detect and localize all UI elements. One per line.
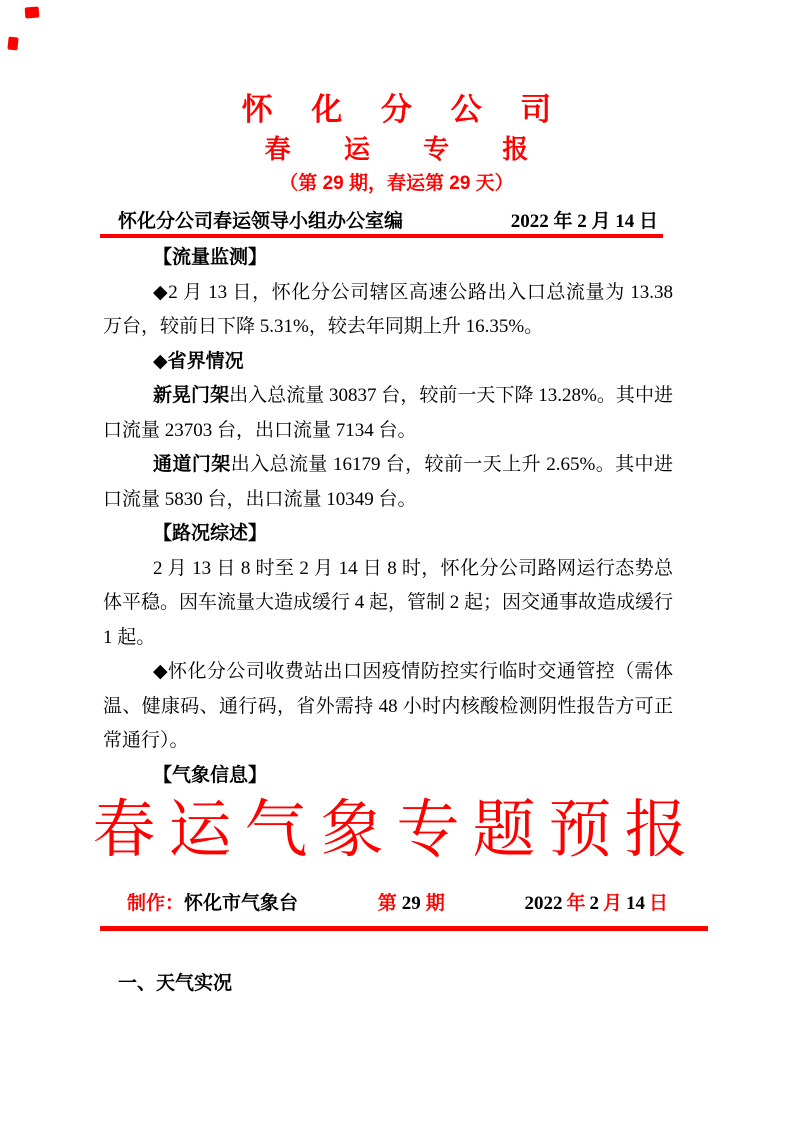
red-artifact-mark (25, 7, 40, 19)
date-month: 2 (589, 893, 599, 914)
weather-section-heading: 【气象信息】 (153, 764, 268, 786)
issue-suffix: 期 (425, 893, 445, 914)
header-date: 2022 年 2 月 14 日 (510, 211, 658, 232)
date-year-unit: 年 (566, 893, 586, 914)
issue-number (378, 892, 445, 916)
editor-row (100, 211, 672, 233)
issue-prefix: 第 (377, 893, 397, 914)
date-day-unit: 日 (648, 893, 668, 914)
header-divider-line (100, 234, 663, 238)
weather-banner-title: 春运气象专题预报 (92, 795, 701, 865)
tongdao-gantry-text: 出入总流量 16179 台，较前一天上升 2.65%。其中进口流量 5830 台，出口流量 10349 台。 (103, 454, 673, 510)
producer-name: 怀化市气象台 (184, 893, 299, 914)
weather-actual-heading: 一、天气实况 (118, 973, 233, 994)
producer-row (100, 892, 672, 916)
traffic-section-heading: 【流量监测】 (153, 247, 268, 268)
tongdao-gantry-label: 通道门架 (153, 454, 231, 475)
red-artifact-mark (7, 37, 18, 51)
province-border-subheading: ◆省界情况 (153, 350, 244, 372)
road-section-heading: 【路况综述】 (153, 523, 268, 544)
report-title: 春 运 专 报 (264, 134, 552, 164)
date-year: 2022 (524, 893, 563, 914)
epidemic-control-paragraph: ◆怀化分公司收费站出口因疫情防控实行临时交通管控（需体温、健康码、通行码，省外需持 48 小时内核酸检测阴性报告方可正常通行）。 (103, 661, 673, 751)
traffic-summary-paragraph: ◆2 月 13 日，怀化分公司辖区高速公路出入口总流量为 13.38 万台，较前日下降 5.31%，较去年同期上升 16.35%。 (103, 281, 673, 337)
date-day: 14 (625, 893, 645, 914)
xinhuang-gantry-paragraph (103, 379, 673, 448)
xinhuang-gantry-label: 新晃门架 (153, 385, 230, 406)
company-title: 怀 化 分 公 司 (241, 92, 567, 127)
producer-divider-line (100, 926, 708, 931)
producer-label: 制作： (127, 893, 185, 914)
document-body (103, 241, 673, 793)
issue-line: （第 29 期，春运第 29 天） (279, 173, 514, 194)
road-summary-paragraph: 2 月 13 日 8 时至 2 月 14 日 8 时，怀化分公司路网运行态势总体平稳。因车流量大造成缓行 4 起，管制 2 起；因交通事故造成缓行 1 起。 (103, 557, 674, 648)
editor-name: 怀化分公司春运领导小组办公室编 (118, 211, 404, 232)
producer (127, 892, 298, 916)
xinhuang-gantry-text: 出入总流量 30837 台，较前一天下降 13.28%。其中进口流量 23703 台，出口流量 7134 台。 (103, 385, 673, 441)
tongdao-gantry-paragraph (103, 448, 673, 517)
date-month-unit: 月 (602, 893, 622, 914)
issue-value: 29 (401, 893, 421, 914)
header (0, 92, 793, 195)
producer-date (524, 892, 668, 916)
